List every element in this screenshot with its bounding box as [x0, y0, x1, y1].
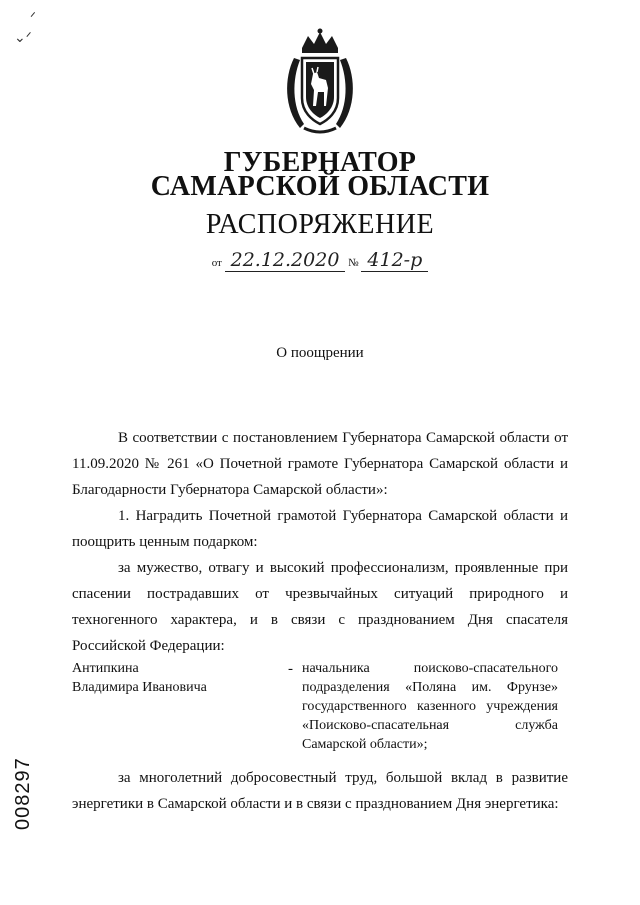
corner-mark-2: ⌄ᐟ: [14, 31, 32, 46]
date-number-line: [0, 249, 640, 271]
document-subject: О поощрении: [276, 345, 364, 361]
title-region: САМАРСКОЙ ОБЛАСТИ: [150, 171, 490, 202]
from-label: от: [211, 257, 222, 269]
document-type: РАСПОРЯЖЕНИЕ: [205, 209, 435, 240]
handwritten-number: 412-р: [361, 249, 428, 272]
person-name: Владимира Ивановича: [72, 680, 207, 695]
item-1-text: 1. Наградить Почетной грамотой Губернатора Самарской области и поощрить ценным подарком:: [72, 508, 568, 550]
reason-1-text: за мужество, отвагу и высокий профессионализм, проявленные при спасении пострадавших от чрезвычайных ситуаций природного и техногенного характера, и в связи с празднованием Дня спасателя Российской Федерации:: [72, 560, 568, 654]
title-governor: ГУБЕРНАТОР: [223, 147, 417, 178]
person-dash: -: [288, 661, 293, 677]
intro-text: В соответствии с постановлением Губернатора Самарской области от 11.09.2020 № 261 «О Почетной грамоте Губернатора Самарской области и Благодарности Губернатора Самарской области»:: [72, 430, 568, 498]
handwritten-date: 22.12.2020: [225, 249, 346, 272]
intro-paragraph: [72, 425, 568, 503]
reason-2-text: за многолетний добросовестный труд, большой вклад в развитие энергетики в Самарской области и в связи с празднованием Дня энергетика:: [72, 770, 568, 812]
side-serial-number: 008297: [12, 757, 34, 830]
coat-of-arms-icon: [280, 28, 360, 136]
reason-2-paragraph: [72, 765, 568, 817]
corner-mark: ᐟ: [30, 11, 36, 26]
person-position: начальника поисково-спасательного подразделения «Поляна им. Фрунзе» государственного казенного учреждения «Поисково-спасательная служба Самарской области»;: [302, 661, 558, 752]
item-1-paragraph: [72, 503, 568, 555]
person-surname: Антипкина: [72, 661, 139, 676]
number-label: №: [348, 257, 359, 269]
reason-1-paragraph: [72, 555, 568, 659]
